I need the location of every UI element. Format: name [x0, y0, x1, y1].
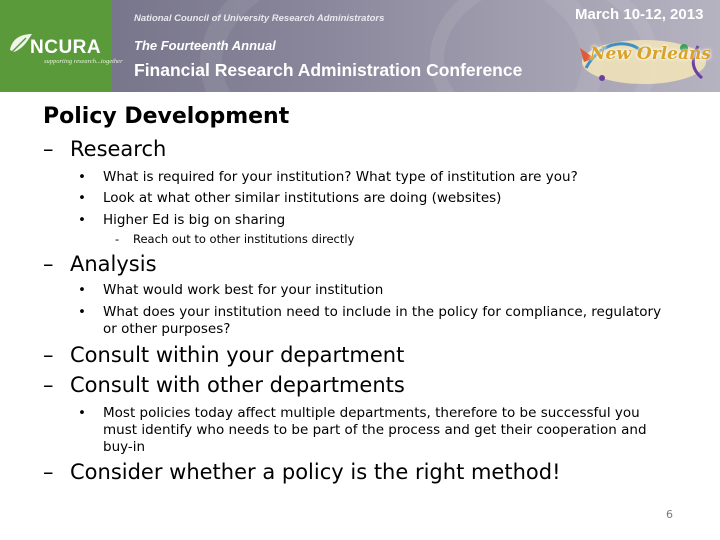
- level1-text: Consider whether a policy is the right method!: [70, 460, 561, 484]
- level1-item-consult-other: [43, 373, 405, 397]
- slide-title: Policy Development: [43, 104, 290, 129]
- level1-item-consult-department: [43, 343, 404, 367]
- bullet-icon: •: [78, 304, 86, 320]
- bullet-text: What would work best for your institution: [103, 282, 384, 298]
- sub-dash-marker: -: [115, 232, 120, 246]
- sub-bullet-text: Reach out to other institutions directly: [133, 232, 355, 246]
- bullet-icon: •: [78, 212, 86, 228]
- sub-bullet-item: [115, 232, 354, 246]
- bullet-text: Look at what other similar institutions are doing (websites): [103, 190, 502, 206]
- bullet-icon: •: [78, 190, 86, 206]
- logo-text: NCURA: [30, 37, 102, 58]
- dash-marker: –: [43, 343, 54, 367]
- bullet-text: Higher Ed is big on sharing: [103, 212, 286, 228]
- bullet-text: What is required for your institution? What type of institution are you?: [103, 169, 578, 185]
- level1-text: Research: [70, 137, 167, 161]
- dash-marker: –: [43, 373, 54, 397]
- level1-text: Analysis: [70, 252, 157, 276]
- level1-item-analysis: [43, 252, 157, 276]
- organization-name: National Council of University Research Administrators: [134, 13, 385, 24]
- bullet-icon: •: [78, 169, 86, 185]
- conference-subtitle: The Fourteenth Annual: [134, 38, 276, 53]
- bullet-text: What does your institution need to include in the policy for compliance, regulatory or other purposes?: [103, 304, 662, 337]
- level1-text: Consult with other departments: [70, 373, 405, 397]
- conference-title: Financial Research Administration Conference: [134, 60, 523, 80]
- dash-marker: –: [43, 137, 54, 161]
- city-name: New Orleans: [590, 44, 711, 64]
- logo-tagline: supporting research...together: [44, 58, 123, 65]
- dash-marker: –: [43, 252, 54, 276]
- level1-text: Consult within your department: [70, 343, 405, 367]
- page-number: 6: [666, 508, 673, 521]
- bullet-icon: •: [78, 405, 86, 421]
- bullet-icon: •: [78, 282, 86, 298]
- level1-item-consider: [43, 460, 561, 484]
- dash-marker: –: [43, 460, 54, 484]
- level1-item-research: [43, 137, 166, 161]
- conference-date: March 10-12, 2013: [575, 6, 704, 23]
- bullet-text: Most policies today affect multiple departments, therefore to be successful you must identify who needs to be part of the process and get their cooperation and buy-in: [103, 405, 647, 455]
